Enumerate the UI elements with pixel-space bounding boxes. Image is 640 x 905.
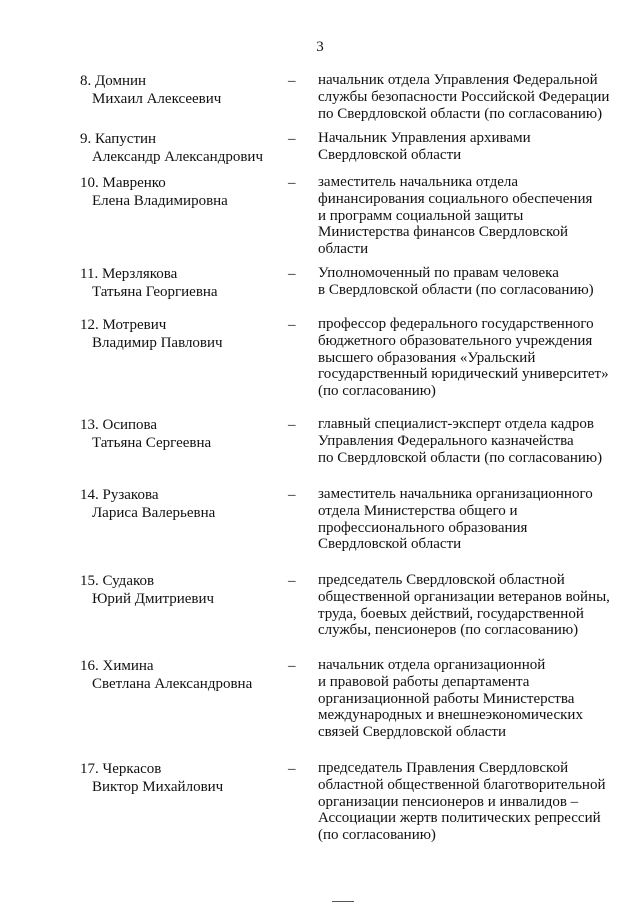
role-line: связей Свердловской области (318, 724, 506, 741)
role-line: бюджетного образовательного учреждения (318, 332, 593, 349)
role-line: отдела Министерства общего и (318, 502, 518, 519)
role-line: службы, пенсионеров (по согласованию) (318, 622, 579, 639)
dash: – (288, 73, 296, 89)
role-line: высшего образования «Уральский (318, 349, 536, 366)
role-line: Управления Федерального казначейства (318, 432, 574, 449)
role-line: и правовой работы департамента (318, 673, 530, 690)
role-line: службы безопасности Российской Федерации (318, 88, 610, 105)
person-number-surname: 15. Судаков (80, 573, 155, 589)
person-name (80, 174, 280, 210)
role-line: по Свердловской области (по согласованию) (318, 105, 603, 122)
person-given-name: Лариса Валерьевна (92, 505, 216, 521)
dash: – (288, 487, 296, 503)
page-edge-mark (332, 901, 354, 902)
role-line: главный специалист-эксперт отдела кадров (318, 416, 594, 432)
person-role (318, 486, 618, 553)
role-line: международных и внешнеэкономических (318, 707, 583, 724)
person-name (80, 572, 280, 608)
dash: – (288, 175, 296, 191)
role-line: Уполномоченный по правам человека (318, 265, 559, 281)
person-given-name: Владимир Павлович (92, 335, 223, 351)
role-line: заместитель начальника организационного (318, 486, 593, 502)
dash: – (288, 266, 296, 282)
person-given-name: Александр Александрович (92, 149, 263, 165)
role-line: организационной работы Министерства (318, 690, 575, 707)
role-line: Министерства финансов Свердловской (318, 224, 569, 241)
role-line: государственный юридический университет» (318, 366, 609, 383)
person-number-surname: 10. Мавренко (80, 175, 166, 191)
person-given-name: Татьяна Сергеевна (92, 435, 212, 451)
person-number-surname: 12. Мотревич (80, 317, 167, 333)
role-line: труда, боевых действий, государственной (318, 605, 584, 622)
person-given-name: Елена Владимировна (92, 193, 228, 209)
person-name (80, 486, 280, 522)
page-number: 3 (316, 39, 324, 55)
person-given-name: Светлана Александровна (92, 676, 253, 692)
person-role (318, 174, 618, 258)
role-line: и программ социальной защиты (318, 207, 524, 224)
person-role (318, 316, 618, 400)
role-line: финансирования социального обеспечения (318, 190, 593, 207)
role-line: (по согласованию) (318, 827, 436, 844)
person-role (318, 72, 618, 122)
role-line: общественной организации ветеранов войны, (318, 588, 610, 605)
role-line: областной общественной благотворительной (318, 776, 606, 793)
person-given-name: Михаил Алексеевич (92, 91, 222, 107)
person-given-name: Виктор Михайлович (92, 779, 224, 795)
person-number-surname: 11. Мерзлякова (80, 266, 178, 282)
role-line: председатель Свердловской областной (318, 572, 565, 588)
person-name (80, 72, 280, 108)
dash: – (288, 317, 296, 333)
role-line: председатель Правления Свердловской (318, 760, 569, 776)
person-number-surname: 8. Домнин (80, 73, 147, 89)
dash: – (288, 131, 296, 147)
role-line: начальник отдела организационной (318, 657, 546, 673)
person-number-surname: 17. Черкасов (80, 761, 162, 777)
dash: – (288, 573, 296, 589)
role-line: профессионального образования (318, 519, 528, 536)
role-line: Начальник Управления архивами (318, 130, 531, 146)
role-line: области (318, 241, 369, 258)
person-name (80, 265, 280, 301)
role-line: профессор федерального государственного (318, 316, 594, 332)
role-line: начальник отдела Управления Федеральной (318, 72, 598, 88)
person-name (80, 316, 280, 352)
role-line: организации пенсионеров и инвалидов – (318, 793, 579, 810)
dash: – (288, 658, 296, 674)
role-line: по Свердловской области (по согласованию) (318, 449, 603, 466)
person-name (80, 416, 280, 452)
role-line: в Свердловской области (по согласованию) (318, 281, 594, 298)
person-name (80, 760, 280, 796)
role-line: Свердловской области (318, 146, 462, 163)
person-role (318, 657, 618, 741)
person-role (318, 416, 618, 466)
role-line: заместитель начальника отдела (318, 174, 518, 190)
role-line: Ассоциации жертв политических репрессий (318, 810, 601, 827)
person-number-surname: 14. Рузакова (80, 487, 159, 503)
dash: – (288, 761, 296, 777)
role-line: (по согласованию) (318, 383, 436, 400)
person-number-surname: 16. Химина (80, 658, 154, 674)
person-role (318, 130, 618, 164)
person-given-name: Юрий Дмитриевич (92, 591, 215, 607)
dash: – (288, 417, 296, 433)
person-number-surname: 9. Капустин (80, 131, 157, 147)
person-given-name: Татьяна Георгиевна (92, 284, 218, 300)
person-role (318, 572, 618, 639)
person-name (80, 657, 280, 693)
person-role (318, 265, 618, 299)
person-name (80, 130, 280, 166)
role-line: Свердловской области (318, 536, 462, 553)
person-role (318, 760, 618, 844)
person-number-surname: 13. Осипова (80, 417, 158, 433)
